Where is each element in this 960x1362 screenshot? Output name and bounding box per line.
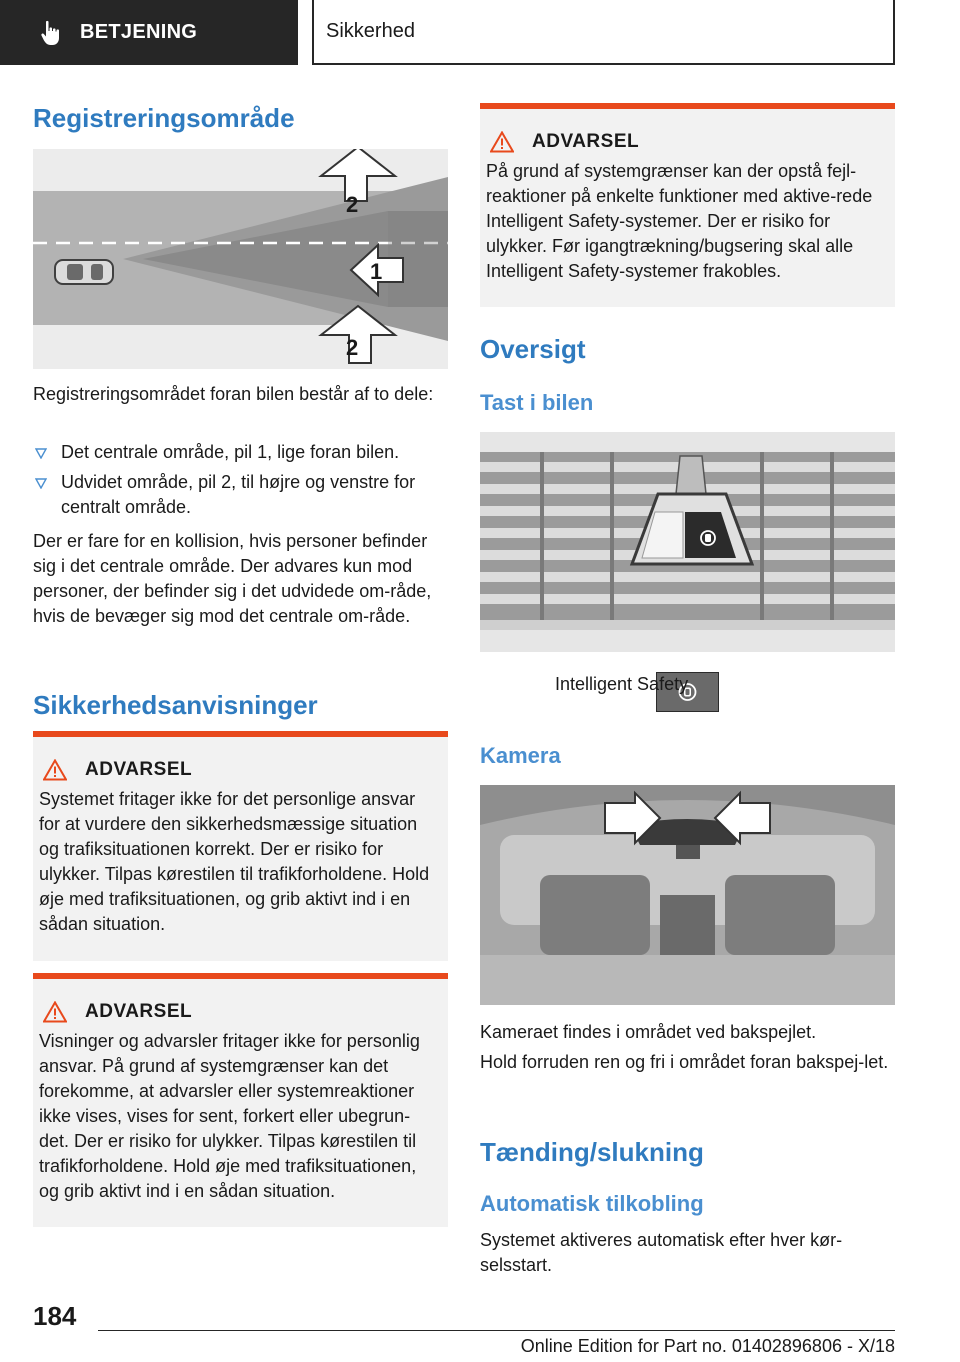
button-location-photo [480, 432, 895, 652]
header-chapter-box [312, 0, 895, 65]
warning-box-2 [33, 973, 448, 1227]
header-section-tab [0, 0, 298, 65]
footer-edition: Online Edition for Part no. 01402896806 - X/18 [520, 1336, 895, 1356]
arrow-2-bottom-label: 2 [346, 335, 359, 360]
hand-icon [40, 20, 64, 46]
footer-divider [98, 1330, 895, 1331]
camera-paragraph-1: Kameraet findes i området ved bakspejlet. [480, 1022, 817, 1042]
header-section: BETJENING [80, 21, 198, 43]
subtitle-automatic: Automatisk tilkobling [480, 1191, 704, 1216]
warning-triangle-icon [43, 1001, 67, 1023]
automatic-text: Systemet aktiveres automatisk efter hver kør-selsstart. [480, 1230, 843, 1275]
triangle-bullet-icon [35, 478, 47, 489]
warning-3-text: På grund af systemgrænser kan der opstå fejl-reaktioner på enkelte funktioner med aktive-rede Intelligent Safety-systemer. Der er risiko for ulykker. Før igangtrækning/bugsering skal alle Intelligent Safety-systemer frakobles. [486, 161, 873, 281]
warning-triangle-icon [43, 759, 67, 781]
triangle-bullet-icon [35, 448, 47, 459]
warning-2-title: ADVARSEL [85, 1001, 193, 1022]
warning-box-3 [480, 103, 895, 307]
list-item: Udvidet område, pil 2, til højre og venstre for centralt område. [33, 470, 448, 520]
warning-2-text: Visninger og advarsler fritager ikke for personlig ansvar. På grund af systemgrænser kan det forekomme, at advarsler eller systemreaktioner ikke vises, vises for sent, forkert eller ubegrun-det. Der er risiko for ulykker. Tilpas kørestilen til trafikforholdene. Hold øje med trafiksituationen, og grib aktivt ind i en sådan situation. [39, 1031, 420, 1201]
warning-triangle-icon [490, 131, 514, 153]
warning-box-1 [33, 731, 448, 961]
camera-paragraph-2: Hold forruden ren og fri i området foran bakspej-let. [480, 1052, 889, 1072]
camera-location-photo [480, 785, 895, 1005]
page-number: 184 [33, 1301, 77, 1331]
detection-bullets [33, 440, 448, 525]
list-item: Det centrale område, pil 1, lige foran bilen. [33, 440, 448, 465]
title-detection-area: Registreringsområde [33, 103, 295, 133]
car-icon [55, 260, 113, 284]
warning-1-title: ADVARSEL [85, 759, 193, 780]
detection-area-diagram [33, 149, 448, 369]
subtitle-camera: Kamera [480, 743, 561, 768]
warning-1-text: Systemet fritager ikke for det personlige ansvar for at vurdere den sikkerhedsmæssige situation og trafiksituationen korrekt. Der er risiko for ulykker. Tilpas kørestilen til trafikforholdene. Hold øje med trafiksituationen, og grib aktivt ind i en sådan situation. [39, 789, 430, 934]
header-chapter: Sikkerhed [326, 20, 415, 42]
title-on-off: Tænding/slukning [480, 1137, 704, 1167]
detection-paragraph: Der er fare for en kollision, hvis personer befinder sig i det centrale område. Der advares kun mod personer, der befinder sig i det udvidede om-råde, hvis de bevæger sig mod det centrale om-råde. [33, 531, 432, 626]
detection-intro: Registreringsområdet foran bilen består af to dele: [33, 384, 434, 404]
intelligent-safety-label: Intelligent Safety [555, 674, 689, 694]
arrow-2-top-label: 2 [346, 192, 359, 217]
subtitle-button-in-car: Tast i bilen [480, 390, 594, 415]
warning-3-title: ADVARSEL [532, 131, 640, 152]
arrow-1-label: 1 [370, 259, 383, 284]
title-safety-notes: Sikkerhedsanvisninger [33, 690, 318, 720]
title-overview: Oversigt [480, 334, 586, 364]
